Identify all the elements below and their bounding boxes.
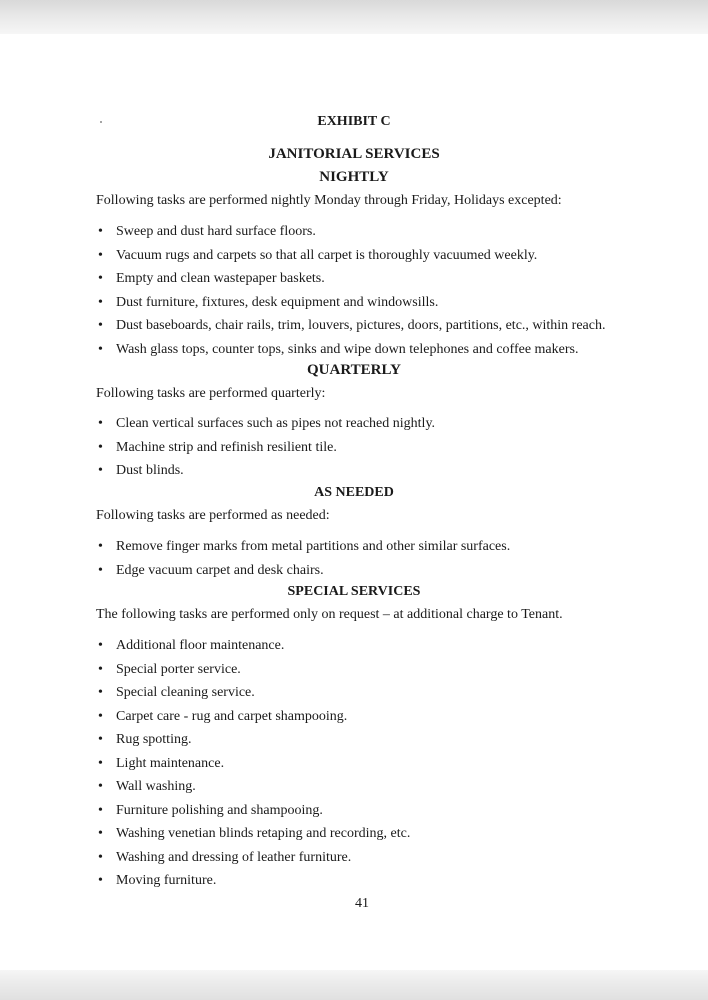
list-item [96, 463, 435, 487]
section-heading-nightly: NIGHTLY [319, 169, 389, 185]
list-item [96, 416, 435, 440]
list-item-text: Wall washing. [116, 779, 196, 794]
bullet-icon: • [98, 539, 103, 554]
list-item-text: Washing and dressing of leather furniture. [116, 849, 352, 865]
list-item-text: Moving furniture. [116, 873, 217, 888]
section-intro-as-needed: Following tasks are performed as needed: [96, 508, 330, 523]
list-item-text: Sweep and dust hard surface floors. [116, 224, 316, 239]
list-item-text: Dust baseboards, chair rails, trim, louvers, pictures, doors, partitions, etc., within reach. [116, 318, 606, 333]
bullet-icon: • [98, 779, 103, 794]
list-item [96, 539, 510, 563]
list-item-text: Furniture polishing and shampooing. [116, 802, 323, 818]
section-intro-special-services: The following tasks are performed only on request – at additional charge to Tenant. [96, 607, 563, 622]
list-item [96, 662, 410, 686]
list-item-text: Remove finger marks from metal partitions and other similar surfaces. [116, 539, 511, 554]
list-item [96, 779, 410, 803]
bullet-icon: • [98, 294, 103, 310]
bullet-icon: • [98, 341, 103, 357]
list-item [96, 826, 410, 850]
bullet-icon: • [98, 416, 103, 431]
bullet-icon: • [98, 873, 103, 888]
bullet-icon: • [98, 802, 103, 818]
list-item-text: Dust furniture, fixtures, desk equipment and windowsills. [116, 294, 439, 310]
list-item [96, 318, 606, 342]
bullet-icon: • [98, 849, 103, 865]
list-item [96, 271, 606, 295]
list-item-text: Additional floor maintenance. [116, 638, 285, 653]
task-list-special-services [96, 638, 410, 897]
section-intro-quarterly: Following tasks are performed quarterly: [96, 386, 326, 401]
list-item [96, 709, 410, 733]
bullet-icon: • [98, 463, 103, 478]
section-heading-as-needed: AS NEEDED [314, 485, 394, 500]
list-item [96, 850, 410, 874]
list-item-text: Dust blinds. [116, 463, 184, 478]
bullet-icon: • [98, 638, 103, 653]
bullet-icon: • [98, 318, 103, 333]
list-item [96, 732, 410, 756]
bullet-icon: • [98, 732, 103, 747]
list-item [96, 756, 410, 780]
list-item-text: Special cleaning service. [116, 685, 255, 700]
list-item-text: Vacuum rugs and carpets so that all carpet is thoroughly vacuumed weekly. [116, 247, 538, 263]
list-item [96, 295, 606, 319]
bullet-icon: • [98, 271, 103, 286]
exhibit-title: EXHIBIT C [317, 114, 391, 129]
list-item [96, 685, 410, 709]
bullet-icon: • [98, 247, 103, 263]
section-heading-quarterly: QUARTERLY [307, 362, 401, 378]
list-item-text: Clean vertical surfaces such as pipes not reached nightly. [116, 416, 436, 431]
bullet-icon: • [98, 826, 103, 841]
task-list-quarterly [96, 416, 435, 487]
task-list-as-needed [96, 539, 510, 586]
list-item [96, 563, 510, 587]
list-item-text: Carpet care - rug and carpet shampooing. [116, 708, 348, 724]
section-intro-nightly: Following tasks are performed nightly Monday through Friday, Holidays excepted: [96, 193, 562, 208]
bullet-icon: • [98, 708, 103, 724]
section-heading-special-services: SPECIAL SERVICES [287, 584, 421, 599]
bullet-icon: • [98, 224, 103, 239]
list-item-text: Edge vacuum carpet and desk chairs. [116, 562, 324, 578]
list-item [96, 440, 435, 464]
list-item [96, 248, 606, 272]
list-item-text: Washing venetian blinds retaping and recording, etc. [116, 826, 411, 841]
list-item [96, 638, 410, 662]
list-item-text: Light maintenance. [116, 755, 225, 771]
document-title: JANITORIAL SERVICES [268, 146, 440, 162]
bullet-icon: • [98, 685, 103, 700]
page-number: 41 [355, 896, 369, 911]
task-list-nightly [96, 224, 606, 365]
list-item-text: Special porter service. [116, 661, 241, 677]
bullet-icon: • [98, 661, 103, 677]
list-item-text: Rug spotting. [116, 732, 192, 747]
list-item [96, 803, 410, 827]
bullet-icon: • [98, 755, 103, 771]
list-item [96, 873, 410, 897]
bullet-icon: • [98, 562, 103, 578]
list-item-text: Wash glass tops, counter tops, sinks and wipe down telephones and coffee makers. [116, 341, 579, 357]
bullet-icon: • [98, 439, 103, 455]
list-item [96, 224, 606, 248]
list-item-text: Machine strip and refinish resilient tile. [116, 439, 337, 455]
list-item-text: Empty and clean wastepaper baskets. [116, 271, 325, 286]
